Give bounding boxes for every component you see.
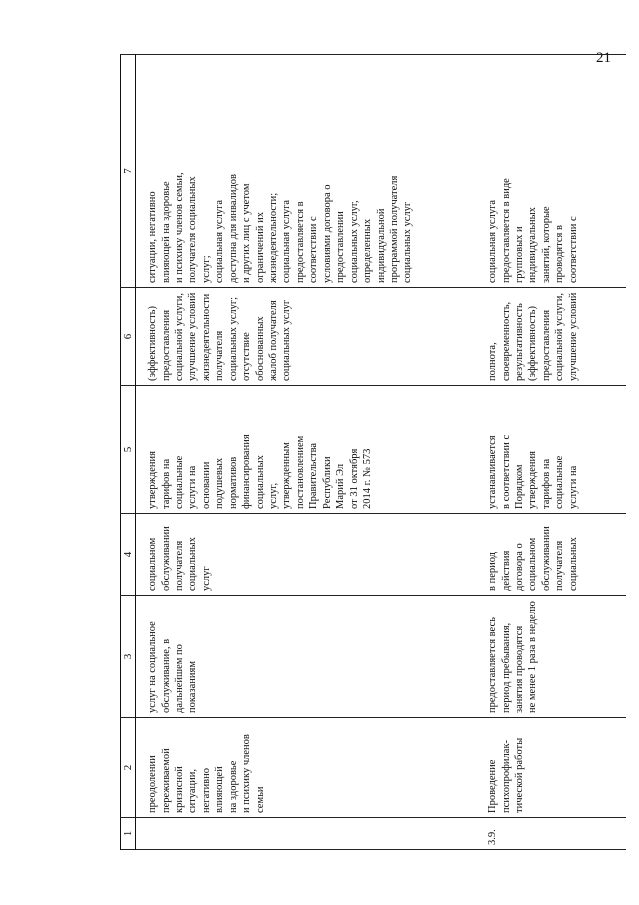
service-period-cell: услуг на социальное обслуживание, в дальнейшем по показаниям [136,596,477,718]
quality-indicators-cell: полнота, своевременность, результативность (эффективность) предоставления социальной услуги, улучшение условий [476,288,626,386]
table-row [476,55,626,850]
quality-indicators-cell: (эффективность) предоставления социальной услуги, улучшение условий жизнедеятельности получателя социальных услуг; отсутствие обоснованных жалоб получателя социальных услуг [136,288,477,386]
column-number-6: 6 [121,288,136,386]
tariff-cell: утверждения тарифов на социальные услуги на основании подушевых нормативов финансирования социальных услуг, утвержденным постановлением Правительства Республики Марий Эл от 31 октября 2014 г. № 573 [136,386,477,514]
service-deadline-cell: социальном обслуживании получателя социальных услуг [136,514,477,596]
rotated-table-container [120,55,630,850]
column-number-4: 4 [121,514,136,596]
service-deadline-cell: в период действия договора о социальном обслуживании получателя социальных [476,514,626,596]
conditions-cell: ситуации, негативно влияющей на здоровье и психику членов семьи, получателя социальных услуг; социальная услуга доступна для инвалидов и других лиц с учетом ограничений их жизнедеятельности; социальная услуга предоставляется в соответствии с условиями договора о предоставлении социальных услуг, определенных индивидуальной программой получателя социальных услуг [136,55,477,288]
row-number-cell [136,818,477,850]
service-name-cell: Проведение психопрофилак- тической работы [476,718,626,818]
services-table [120,54,626,850]
conditions-cell: социальная услуга предоставляется в виде групповых и индивидуальных занятий, которые проводятся в соответствии с [476,55,626,288]
column-number-1: 1 [121,818,136,850]
column-number-5: 5 [121,386,136,514]
tariff-cell: устанавливается в соответствии с Порядком утверждения тарифов на социальные услуги на [476,386,626,514]
service-name-cell: преодолении переживаемой кризисной ситуации, негативно влияющей на здоровье и психику членов семьи [136,718,477,818]
page-number: 21 [596,50,611,66]
column-number-3: 3 [121,596,136,718]
column-number-2: 2 [121,718,136,818]
header-row [121,55,136,850]
table-row [136,55,477,850]
column-number-7: 7 [121,55,136,288]
row-number-cell: 3.9. [476,818,626,850]
service-period-cell: предоставляется весь период пребывания, занятия проводятся не менее 1 раза в неделю [476,596,626,718]
